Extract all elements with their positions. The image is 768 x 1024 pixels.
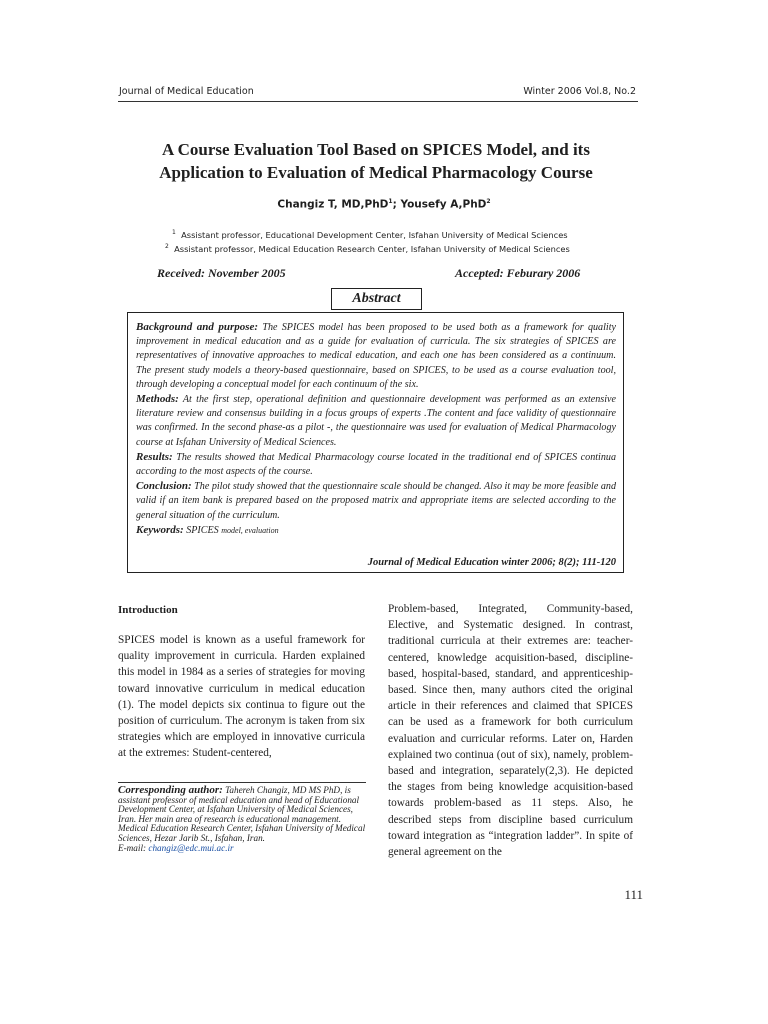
author-2: Yousefy A,PhD (400, 198, 487, 211)
affiliation-1-text: Assistant professor, Educational Development Center, Isfahan University of Medical Sciences (181, 229, 568, 240)
conclusion-text: The pilot study showed that the questionnaire scale should be changed. Also it may be more feasible and valid if an item bank is prepared based on the proposed matrix and appropriate items are selected according to the general situation of the curriculum. (136, 481, 616, 521)
page-number: 111 (624, 887, 643, 902)
introduction-left-column: SPICES model is known as a useful framework for quality improvement in curricula. Harden explained this model in 1984 as a series of strategies for moving toward innovative curriculum in medical education (1). The model depicts six continua to figure out the position of curriculum. The acronym is taken from six strategies which are employed in innovative curricula at the extremes: Student-centered, (118, 634, 365, 760)
results-text: The results showed that Medical Pharmacology course located in the traditional end of SPICES continua according to the most aspects of the course. (136, 451, 616, 478)
author-2-sup: 2 (486, 198, 491, 205)
abstract-conclusion (136, 479, 616, 523)
corresponding-author-text: Tahereh Changiz, MD MS PhD, is assistant professor of medical education and head of Educational Development Center, at Isfahan University of Medical Sciences, Iran. Her main area of research is educational management. (118, 785, 360, 824)
background-label: Background and purpose: (136, 321, 259, 333)
email-label: E-mail: (118, 842, 149, 853)
affiliation-1-sup: 1 (172, 229, 176, 236)
conclusion-label: Conclusion: (136, 480, 192, 493)
title-line-2: Application to Evaluation of Medical Pharmacology Course (159, 163, 593, 182)
keywords-smallcaps: model, evaluation (221, 525, 279, 535)
methods-text: At the first step, operational definition and questionnaire development was performed as an extensive literature review and consensus building in a focus groups of experts .The content and face validity of questionnaire was confirmed. In the second phase-as a pilot -, the questionnaire was used for evaluation of Medical Pharmacology course at Isfahan University of Medical Sciences. (136, 394, 616, 448)
introduction-heading: Introduction (118, 604, 178, 616)
citation: Journal of Medical Education winter 2006; 8(2); 111-120 (367, 557, 616, 568)
title-line-1: A Course Evaluation Tool Based on SPICES Model, and its (162, 140, 590, 159)
methods-label: Methods: (136, 393, 179, 406)
background-text: The SPICES model has been proposed to be used both as a framework for quality improvement in medical education and as a guide for evaluation of curricula. The six strategies of SPICES are representatives of innovative approaches to medical education, and each one has been considered as a continuum. The present study models a theory-based questionnaire, based on SPICES, to be used as a course evaluation tool, through developing a conceptual model for each continuum of the six. (136, 322, 616, 390)
abstract-body (136, 320, 616, 538)
abstract-background (136, 320, 616, 392)
abstract-results (136, 450, 616, 479)
abstract-keywords (136, 523, 616, 538)
footnote-divider (118, 782, 366, 783)
affiliation-2 (140, 241, 570, 255)
journal-name: Journal of Medical Education (119, 86, 254, 97)
header-divider (118, 101, 638, 102)
author-1: Changiz T, MD,PhD (277, 198, 389, 211)
author-separator: ; (392, 198, 401, 211)
affiliation-2-sup: 2 (165, 242, 169, 250)
paper-title (100, 138, 652, 184)
affiliation-1 (140, 227, 570, 241)
keywords-label: Keywords: (136, 523, 184, 536)
issue-info: Winter 2006 Vol.8, No.2 (523, 86, 636, 97)
abstract-label: Abstract (331, 288, 422, 310)
affiliations (140, 227, 570, 255)
abstract-methods (136, 392, 616, 450)
affiliation-2-text: Assistant professor, Medical Education Research Center, Isfahan University of Medical Sciences (174, 243, 570, 254)
accepted-date: Accepted: Feburary 2006 (455, 266, 581, 280)
corresponding-author-label: Corresponding author: (118, 784, 223, 796)
authors (0, 198, 768, 211)
results-label: Results: (136, 450, 173, 463)
introduction-right-column: Problem-based, Integrated, Community-based, Elective, and Systematic designed. In contrast, traditional curricula at their extremes are: teacher-centered, knowledge acquisition-based, discipline-based, hospital-based, standard, and apprenticeship- based. Since then, many authors cited the original article in their references and claimed that SPICES can be used as a framework for both curriculum evaluation and curricular reforms. Later on, Harden explained two continua (out of six), namely, problem-based and integration, separately(2,3). He depicted the stages from being knowledge acquisition-based towards problem-based as 11 steps. Also, he described steps from discipline based curriculum toward integration as “integration ladder”. In spite of general agreement on the (388, 603, 633, 859)
email-link[interactable]: changiz@edc.mui.ac.ir (148, 842, 234, 853)
received-date: Received: November 2005 (157, 266, 286, 280)
corresponding-author-footnote (118, 786, 368, 853)
author-1-sup: 1 (388, 198, 393, 205)
corresponding-author-address: Medical Education Research Center, Isfahan University of Medical Sciences, Hezar Jarib St., Isfahan, Iran. (118, 823, 366, 843)
keywords-text: SPICES (183, 524, 222, 536)
